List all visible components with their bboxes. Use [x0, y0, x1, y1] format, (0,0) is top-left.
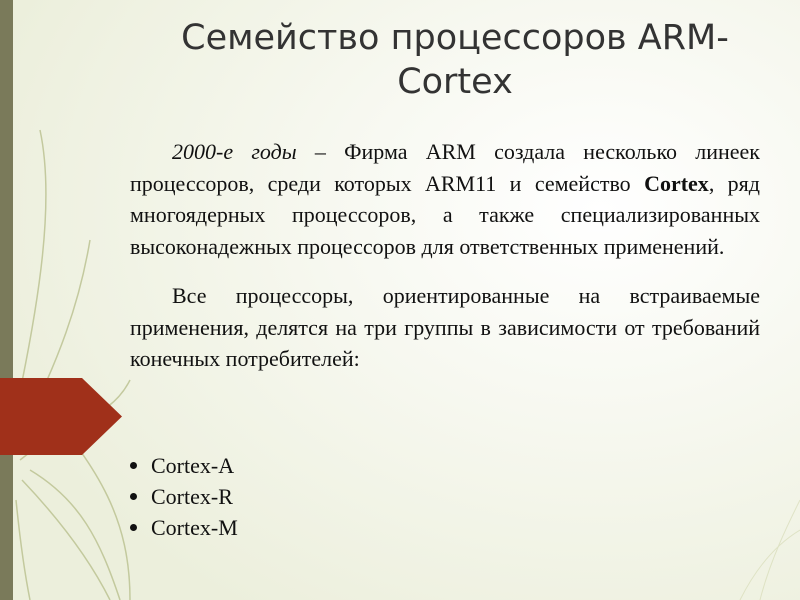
cortex-bold: Cortex [644, 170, 709, 196]
slide-body [130, 136, 760, 375]
arrow-decoration [0, 378, 122, 455]
slide-title: Семейство процессоров ARM-Cortex [181, 18, 729, 102]
cortex-list [130, 450, 238, 543]
bullet-icon [130, 493, 137, 500]
bullet-icon [130, 462, 137, 469]
list-item [130, 512, 238, 543]
bullet-icon [130, 524, 137, 531]
paragraph-history [130, 136, 760, 262]
history-text-a: – Фирма ARM создала несколько линеек процессоров, среди которых ARM11 и семейство [130, 139, 760, 196]
list-item-label: Cortex-R [151, 484, 233, 509]
list-item-label: Cortex-A [151, 453, 235, 478]
history-text-b: , ряд многоядерных процессоров, а также специализированных высоконадежных процессоров для ответственных применений. [130, 170, 760, 259]
left-accent-stripe [0, 0, 13, 600]
list-item [130, 481, 238, 512]
list-item-label: Cortex-M [151, 515, 238, 540]
paragraph-groups: Все процессоры, ориентированные на встраиваемые применения, делятся на три группы в зависимости от требований конечных потребителей: [130, 283, 760, 371]
list-item [130, 450, 238, 481]
years-text: 2000-е годы [172, 139, 297, 164]
